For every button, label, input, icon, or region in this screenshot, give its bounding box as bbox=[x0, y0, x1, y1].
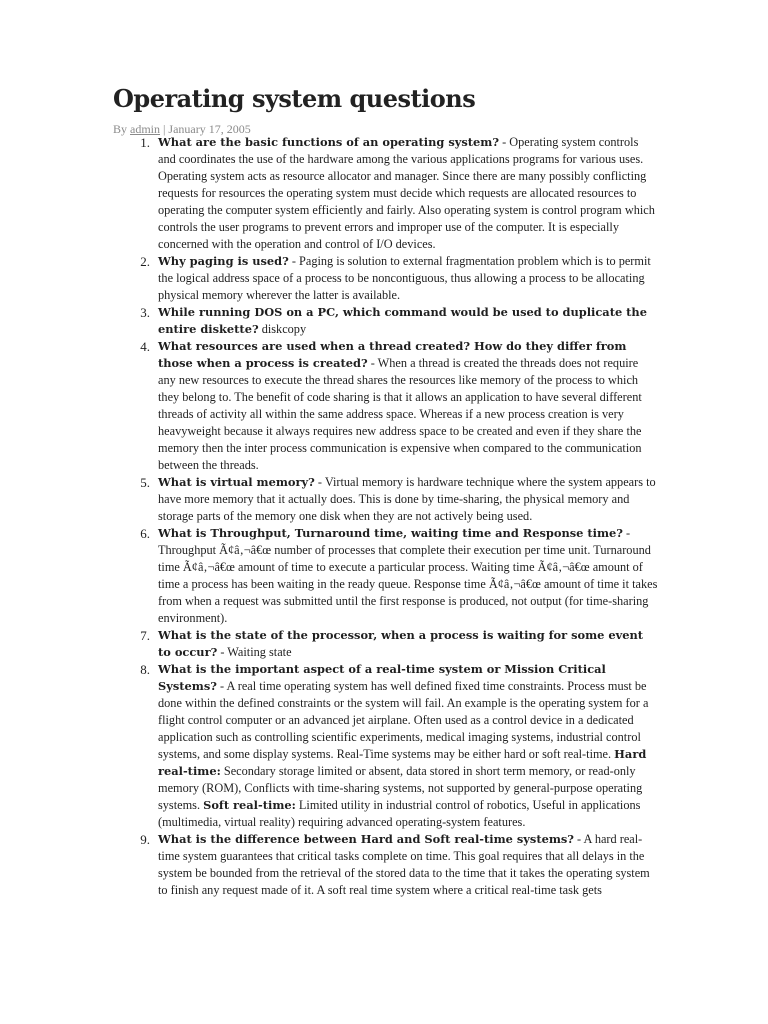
item-number: 7. bbox=[140, 628, 150, 643]
item-number: 6. bbox=[140, 526, 150, 541]
question-text: What is virtual memory? bbox=[158, 475, 315, 489]
item-number: 9. bbox=[140, 832, 150, 847]
answer-text: - Operating system controls and coordinates the use of the hardware among the various applications programs for various uses. Operating system acts as resource allocator and manager. Since there are many possibly conflicting requests for resources the operating system must decide which requests are allocated resources to operating the computer system efficiently and fairly. Also operating system is control program which controls the user programs to prevent errors and improper use of the computer. It is especially concerned with the operation and control of I/O devices. bbox=[158, 135, 655, 251]
question-text: While running DOS on a PC, which command would be used to duplicate the entire diskette? bbox=[158, 305, 647, 336]
question-text: What resources are used when a thread created? How do they differ from those when a process is created? bbox=[158, 339, 627, 370]
item-number: 4. bbox=[140, 339, 150, 354]
byline-separator: | bbox=[160, 122, 169, 136]
item-number: 5. bbox=[140, 475, 150, 490]
answer-text: - Virtual memory is hardware technique where the system appears to have more memory that it actually does. This is done by time-sharing, the physical memory and storage parts of the memory one disk when they are not actively being used. bbox=[158, 475, 656, 523]
questions-list bbox=[140, 134, 658, 899]
byline-prefix: By bbox=[113, 122, 131, 136]
list-item bbox=[140, 304, 658, 338]
question-text: What is the important aspect of a real-time system or Mission Critical Systems? bbox=[158, 662, 606, 693]
author-link[interactable]: admin bbox=[130, 122, 161, 136]
article-title: Operating system questions bbox=[113, 84, 476, 113]
list-item bbox=[140, 253, 658, 304]
answer-text: - When a thread is created the threads does not require any new resources to execute the thread shares the resources like memory of the process to which they belong to. The benefit of code sharing is that it allows an application to have several different threads of activity all within the same address space. Whereas if a new process creation is very heavyweight because it always requires new address space to be created and even if they share the memory then the inter process communication is expensive when compared to the communication between the threads. bbox=[158, 356, 642, 472]
publish-date: January 17, 2005 bbox=[168, 122, 251, 136]
item-number: 2. bbox=[140, 254, 150, 269]
list-item bbox=[140, 661, 658, 831]
soft-realtime-heading: Soft real-time: bbox=[203, 798, 296, 812]
question-text: What are the basic functions of an operating system? bbox=[158, 135, 500, 149]
question-text: What is the state of the processor, when a process is waiting for some event to occur? bbox=[158, 628, 644, 659]
list-item bbox=[140, 474, 658, 525]
list-item bbox=[140, 627, 658, 661]
item-number: 1. bbox=[140, 135, 150, 150]
question-text: Why paging is used? bbox=[158, 254, 289, 268]
answer-text: - A real time operating system has well defined fixed time constraints. Process must be done within the defined constraints or the system will fail. An example is the operating system for a flight control computer or an advanced jet airplane. Often used as a control device in a dedicated application such as controlling scientific experiments, medical imaging systems, industrial control systems, and some display systems. Real-Time systems may be either hard or soft real-time. bbox=[158, 679, 649, 761]
answer-text: - Throughput Ã¢â‚¬â€œ number of processes that complete their execution per time unit. Turnaround time Ã¢â‚¬â€œ amount of time to execute a particular process. Waiting time Ã¢â‚¬â€œ amount of time a process has been waiting in the ready queue. Response time Ã¢â‚¬â€œ amount of time it takes from when a request was submitted until the first response is produced, not output (for time-sharing environment). bbox=[158, 526, 658, 625]
item-number: 3. bbox=[140, 305, 150, 320]
answer-text: - A hard real-time system guarantees that critical tasks complete on time. This goal requires that all delays in the system be bounded from the retrieval of the stored data to the time that it takes the operating system to finish any request made of it. A soft real time system where a critical real-time task gets bbox=[158, 832, 650, 897]
hard-realtime-heading: Hard real-time: bbox=[158, 747, 647, 778]
answer-text: - Paging is solution to external fragmentation problem which is to permit the logical address space of a process to be noncontiguous, thus allowing a process to be allocating physical memory wherever the latter is available. bbox=[158, 254, 651, 302]
hard-realtime-text: Secondary storage limited or absent, data stored in short term memory, or read-only memory (ROM), Conflicts with time-sharing systems, not supported by general-purpose operating systems. bbox=[158, 764, 643, 812]
list-item bbox=[140, 831, 658, 899]
list-item bbox=[140, 134, 658, 253]
answer-text: - Waiting state bbox=[217, 645, 292, 659]
question-text: What is the difference between Hard and Soft real-time systems? bbox=[158, 832, 574, 846]
list-item bbox=[140, 525, 658, 627]
item-number: 8. bbox=[140, 662, 150, 677]
answer-text: diskcopy bbox=[258, 322, 307, 336]
question-text: What is Throughput, Turnaround time, waiting time and Response time? bbox=[158, 526, 623, 540]
list-item bbox=[140, 338, 658, 474]
soft-realtime-text: Limited utility in industrial control of robotics, Useful in applications (multimedia, virtual reality) requiring advanced operating-system features. bbox=[158, 798, 641, 829]
